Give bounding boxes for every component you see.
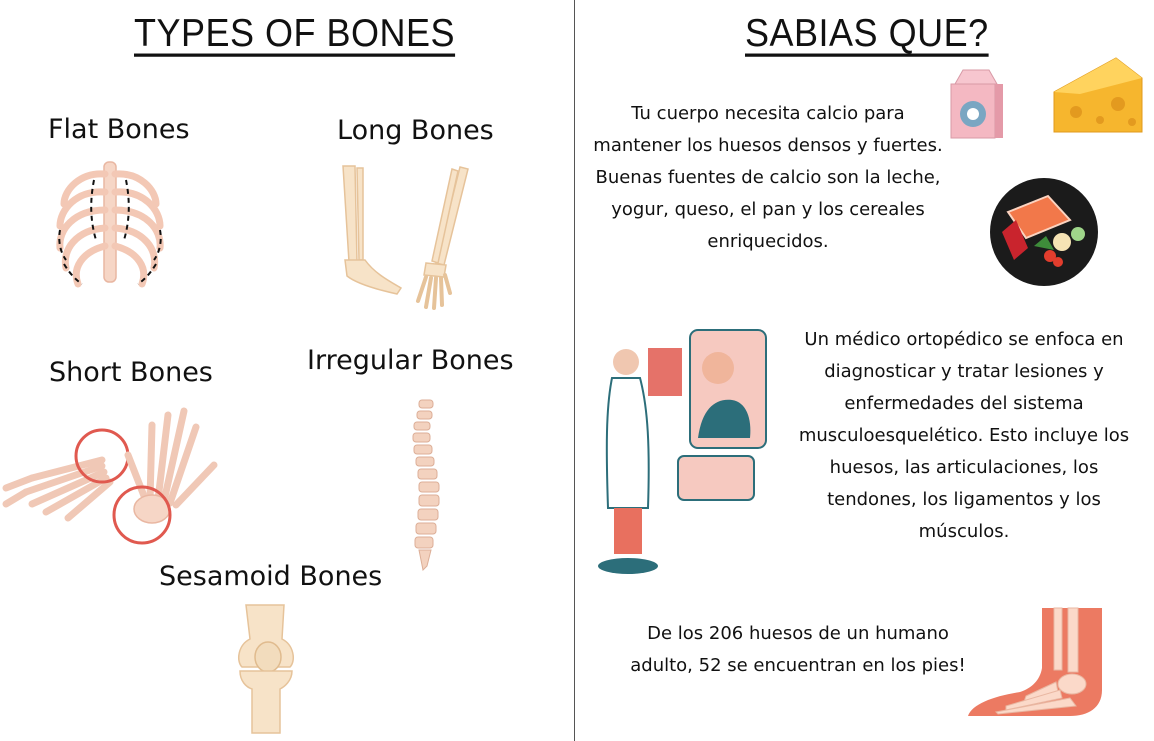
flat-bones-label: Flat Bones xyxy=(48,114,190,145)
short-bones-label: Short Bones xyxy=(49,357,213,388)
types-of-bones-title: TYPES OF BONES xyxy=(134,10,456,55)
cheese-icon xyxy=(1048,54,1146,138)
long-bones-label: Long Bones xyxy=(337,115,494,146)
feet-fact-text: De los 206 huesos de un humano adulto, 52 se encuentran en los pies! xyxy=(630,623,966,676)
calcium-fact-text: Tu cuerpo necesita calcio para mantener los huesos densos y fuertes. Buenas fuentes de calcio son la leche, yogur, queso, el pan y los cereales enriquecidos. xyxy=(593,103,943,252)
milk-carton-icon xyxy=(945,68,1005,140)
arm-bones-icon xyxy=(410,165,475,310)
foot-xray-icon xyxy=(966,608,1110,720)
knee-icon xyxy=(232,605,302,735)
foot-bones-icon xyxy=(2,400,127,525)
irregular-bones-label: Irregular Bones xyxy=(307,345,514,376)
salmon-bowl-icon xyxy=(988,176,1100,288)
leg-bones-icon xyxy=(335,162,405,297)
doctor-illustration-icon xyxy=(598,328,770,578)
ribcage-icon xyxy=(50,160,170,295)
spine-icon xyxy=(405,398,445,573)
center-divider xyxy=(574,0,575,741)
sabias-que-title: SABIAS QUE? xyxy=(745,10,989,55)
sesamoid-bones-label: Sesamoid Bones xyxy=(159,561,383,592)
orthopedic-fact-text: Un médico ortopédico se enfoca en diagnosticar y tratar lesiones y enfermedades del sistema musculoesquelético. Esto incluye los huesos, las articulaciones, los tendones, los ligamentos y los músculos. xyxy=(798,329,1130,542)
hand-bones-icon xyxy=(110,405,220,545)
